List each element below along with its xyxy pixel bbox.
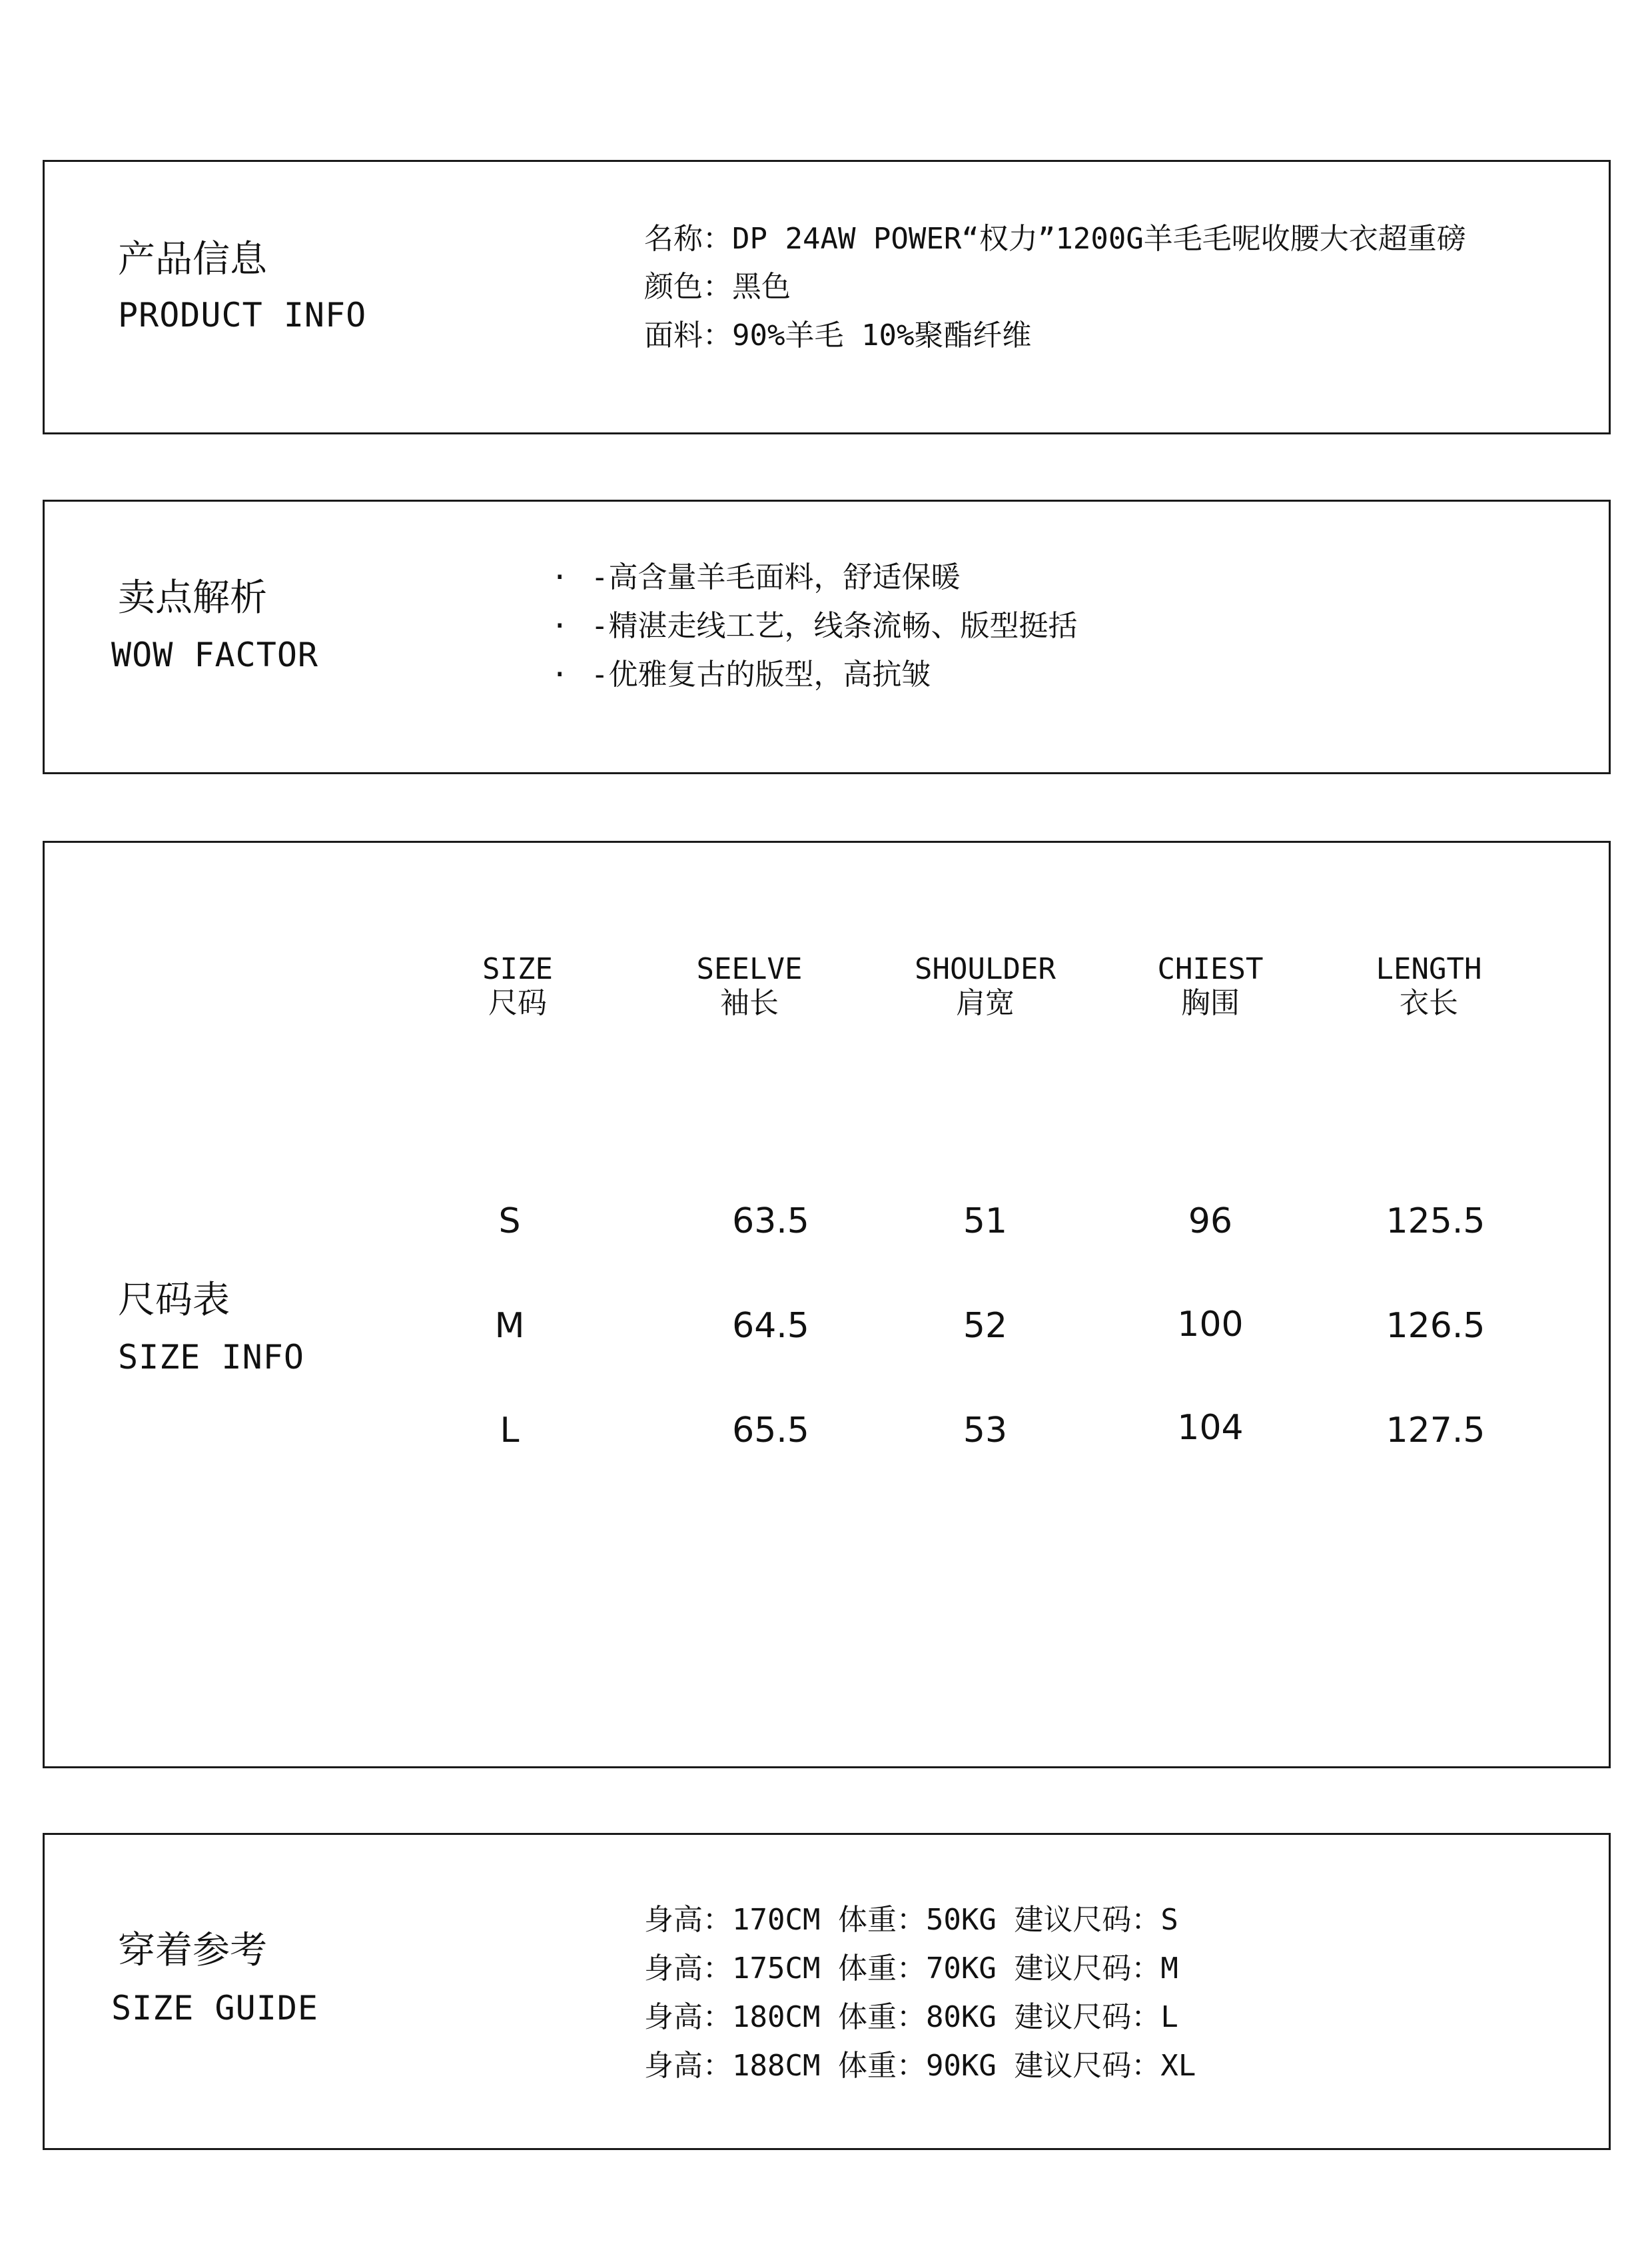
shoulder-cell: 51: [963, 1201, 1008, 1241]
size-cell: S: [498, 1201, 521, 1241]
product-fabric-line: 面料：90%羊毛 10%聚酯纤维: [644, 318, 1032, 352]
product-info-title-en: PRODUCT INFO: [118, 296, 367, 334]
product-info-section: [43, 160, 1611, 434]
sleeve-cell: 63.5: [732, 1201, 809, 1241]
column-header-sleeve: [649, 953, 849, 1021]
size-guide-title-cn: 穿着参考: [118, 1929, 267, 1972]
size-guide-line: 身高：180CM 体重：80KG 建议尺码：L: [644, 2000, 1178, 2034]
product-info-title-cn: 产品信息: [118, 238, 267, 281]
wow-factor-section: [43, 500, 1611, 774]
sleeve-cell: 64.5: [732, 1306, 809, 1346]
column-header-en: CHIEST: [1157, 952, 1264, 986]
column-header-en: LENGTH: [1376, 952, 1482, 986]
size-cell: M: [494, 1306, 525, 1346]
product-name-line: 名称：DP 24AW POWER“权力”1200G羊毛毛呢收腰大衣超重磅: [644, 222, 1466, 256]
size-guide-line: 身高：170CM 体重：50KG 建议尺码：S: [644, 1903, 1178, 1937]
sleeve-cell: 65.5: [732, 1410, 809, 1450]
product-color-line: 颜色：黑色: [644, 270, 791, 304]
column-header-cn: 肩宽: [956, 986, 1015, 1020]
wow-factor-title-en: WOW FACTOR: [111, 636, 319, 674]
size-cell: L: [500, 1410, 520, 1450]
chest-cell: 96: [1188, 1201, 1233, 1241]
bullet-dot: ·: [551, 658, 569, 692]
chest-cell: 100: [1177, 1305, 1244, 1345]
column-header-size: [418, 953, 618, 1021]
size-guide-title-en: SIZE GUIDE: [111, 1989, 319, 2027]
wow-factor-item: -高含量羊毛面料，舒适保暖: [591, 560, 961, 594]
bullet-dot: ·: [551, 609, 569, 643]
column-header-cn: 胸围: [1181, 986, 1240, 1020]
size-info-title-cn: 尺码表: [118, 1279, 230, 1322]
size-info-title-en: SIZE INFO: [118, 1338, 304, 1377]
size-guide-section: [43, 1833, 1611, 2150]
column-header-length: [1329, 953, 1529, 1021]
wow-factor-title-cn: 卖点解析: [118, 576, 267, 620]
size-guide-line: 身高：188CM 体重：90KG 建议尺码：XL: [644, 2049, 1196, 2083]
column-header-en: SIZE: [482, 952, 553, 986]
length-cell: 127.5: [1386, 1410, 1485, 1450]
wow-factor-item: -精湛走线工艺，线条流畅、版型挺括: [591, 609, 1078, 643]
wow-factor-item: -优雅复古的版型，高抗皱: [591, 658, 931, 692]
column-header-shoulder: [885, 953, 1085, 1021]
size-info-section: [43, 841, 1611, 1768]
column-header-cn: 袖长: [720, 986, 779, 1020]
column-header-en: SEELVE: [696, 952, 803, 986]
shoulder-cell: 52: [963, 1306, 1008, 1346]
column-header-en: SHOULDER: [915, 952, 1056, 986]
column-header-cn: 衣长: [1400, 986, 1458, 1020]
column-header-chest: [1110, 953, 1310, 1021]
length-cell: 125.5: [1386, 1201, 1485, 1241]
column-header-cn: 尺码: [488, 986, 547, 1020]
shoulder-cell: 53: [963, 1410, 1008, 1450]
length-cell: 126.5: [1386, 1306, 1485, 1346]
size-guide-line: 身高：175CM 体重：70KG 建议尺码：M: [644, 1952, 1178, 1985]
chest-cell: 104: [1177, 1408, 1244, 1448]
bullet-dot: ·: [551, 560, 569, 594]
